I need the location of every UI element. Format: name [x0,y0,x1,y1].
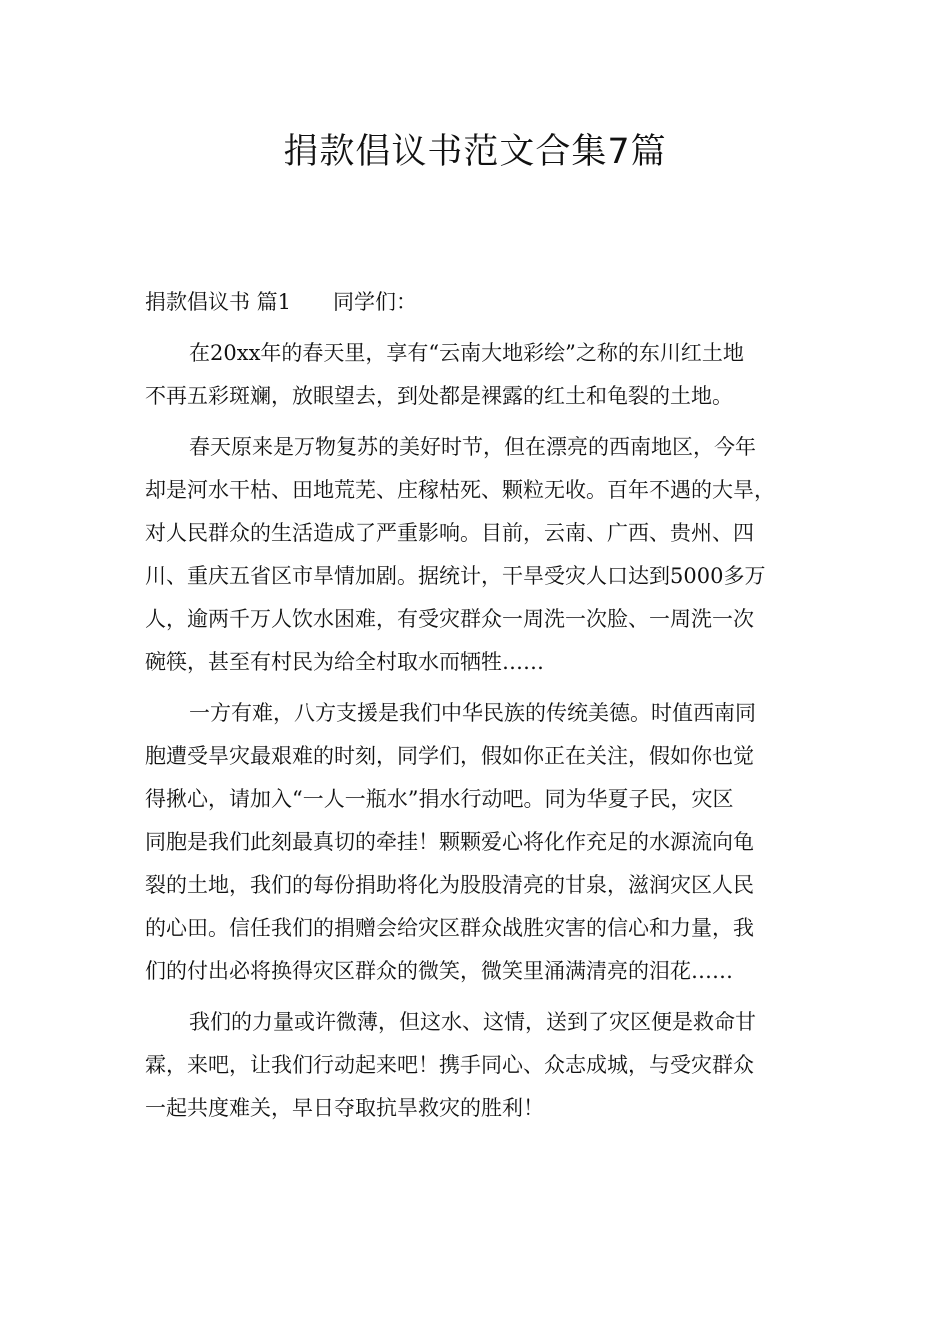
paragraph-4 [145,1001,825,1130]
paragraph-line: 春天原来是万物复苏的美好时节，但在漂亮的西南地区，今年 [189,435,756,459]
salutation: 同学们： [333,290,418,314]
paragraph-line: 我们的力量或许微薄，但这水、这情，送到了灾区便是救命甘 [189,1010,756,1034]
paragraph-line: 们的付出必将换得灾区群众的微笑，微笑里涌满清亮的泪花…… [145,959,733,983]
paragraph-line: 一起共度难关，早日夺取抗旱救灾的胜利！ [145,1096,544,1120]
paragraph-line: 同胞是我们此刻最真切的牵挂！颗颗爱心将化作充足的水源流向龟 [145,830,754,854]
paragraph-line: 霖，来吧，让我们行动起来吧！携手同心、众志成城，与受灾群众 [145,1053,754,1077]
paragraph-line: 裂的土地，我们的每份捐助将化为股股清亮的甘泉，滋润灾区人民 [145,873,754,897]
paragraph-line: 却是河水干枯、田地荒芜、庄稼枯死、颗粒无收。百年不遇的大旱， [145,478,775,502]
paragraph-line: 的心田。信任我们的捐赠会给灾区群众战胜灾害的信心和力量，我 [145,916,754,940]
paragraph-line: 人，逾两千万人饮水困难，有受灾群众一周洗一次脸、一周洗一次 [145,607,754,631]
paragraph-line: 碗筷，甚至有村民为给全村取水而牺牲…… [145,650,544,674]
paragraph-line: 一方有难，八方支援是我们中华民族的传统美德。时值西南同 [189,701,756,725]
section-header [145,281,825,324]
document-title: 捐款倡议书范文合集7篇 [283,132,667,172]
paragraph-line: 得揪心，请加入“一人一瓶水”捐水行动吧。同为华夏子民，灾区 [145,787,734,811]
paragraph-line: 川、重庆五省区市旱情加剧。据统计，干旱受灾人口达到5000多万 [145,564,766,588]
paragraph-1 [145,332,825,418]
paragraph-line: 胞遭受旱灾最艰难的时刻，同学们，假如你正在关注，假如你也觉 [145,744,754,768]
paragraph-line: 在20xx年的春天里，享有“云南大地彩绘”之称的东川红土地 [189,341,744,365]
paragraph-2 [145,426,825,684]
paragraph-3 [145,692,825,993]
paragraph-line: 不再五彩斑斓，放眼望去，到处都是裸露的红土和龟裂的土地。 [145,384,733,408]
section-label: 捐款倡议书 篇1 [145,290,292,314]
document-body [145,281,825,1138]
paragraph-line: 对人民群众的生活造成了严重影响。目前，云南、广西、贵州、四 [145,521,754,545]
